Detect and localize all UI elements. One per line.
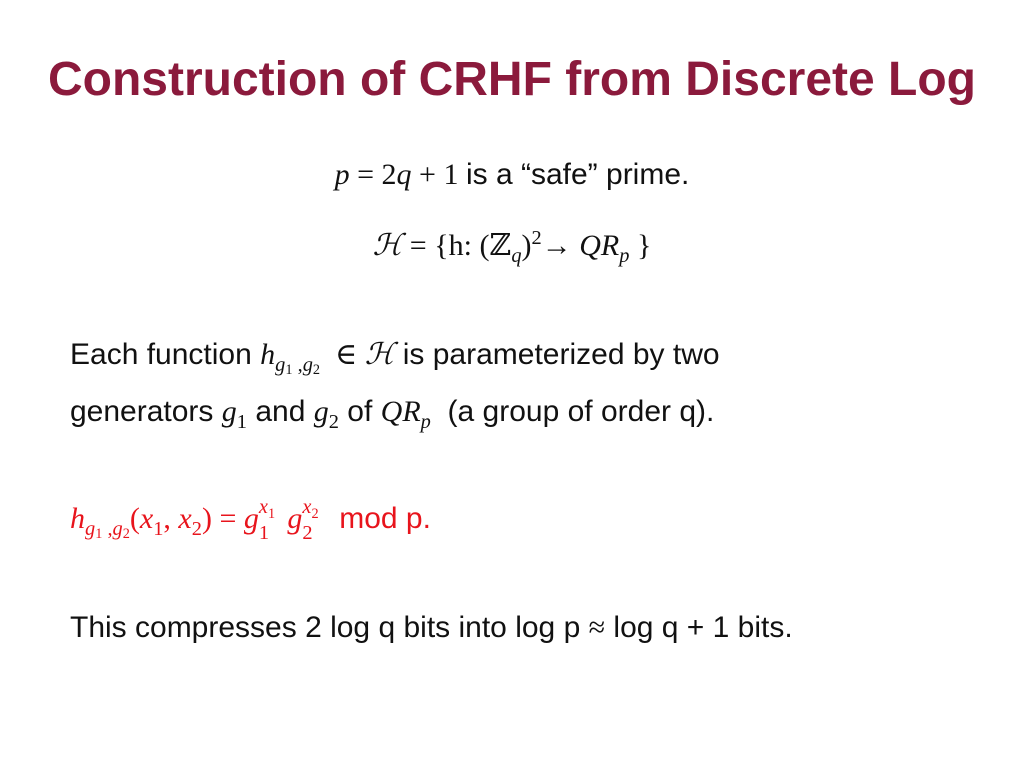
slide-title: Construction of CRHF from Discrete Log: [47, 53, 976, 106]
mod-p-text: mod p.: [339, 501, 431, 535]
hash-formula: $h_{g1 ,g2}(x_1$, $x_2) = g$ $x_1$ 1 g $x_2$ 2 mod p.: [70, 496, 431, 545]
parameterization-line-2: generators $g_1$ and $g_2$ of $QR_p$ (a group of order q).: [70, 395, 715, 434]
approx-symbol: ≈: [588, 611, 606, 644]
parameterization-line-1: Each function $h_{g1 ,g2}$ ∈ ℋ is parameterized by two: [70, 337, 720, 378]
hash-family-definition: ℋ = {h: (ℤ$_q$)$^2$→ $QR_p$ }: [372, 226, 652, 268]
safe-prime-line: p = 2q + 1 is a “safe” prime.: [334, 158, 690, 191]
safe-prime-text: is a “safe” prime.: [465, 158, 690, 191]
compression-line: This compresses 2 log q bits into log p ≈ log q + 1 bits.: [70, 611, 793, 644]
